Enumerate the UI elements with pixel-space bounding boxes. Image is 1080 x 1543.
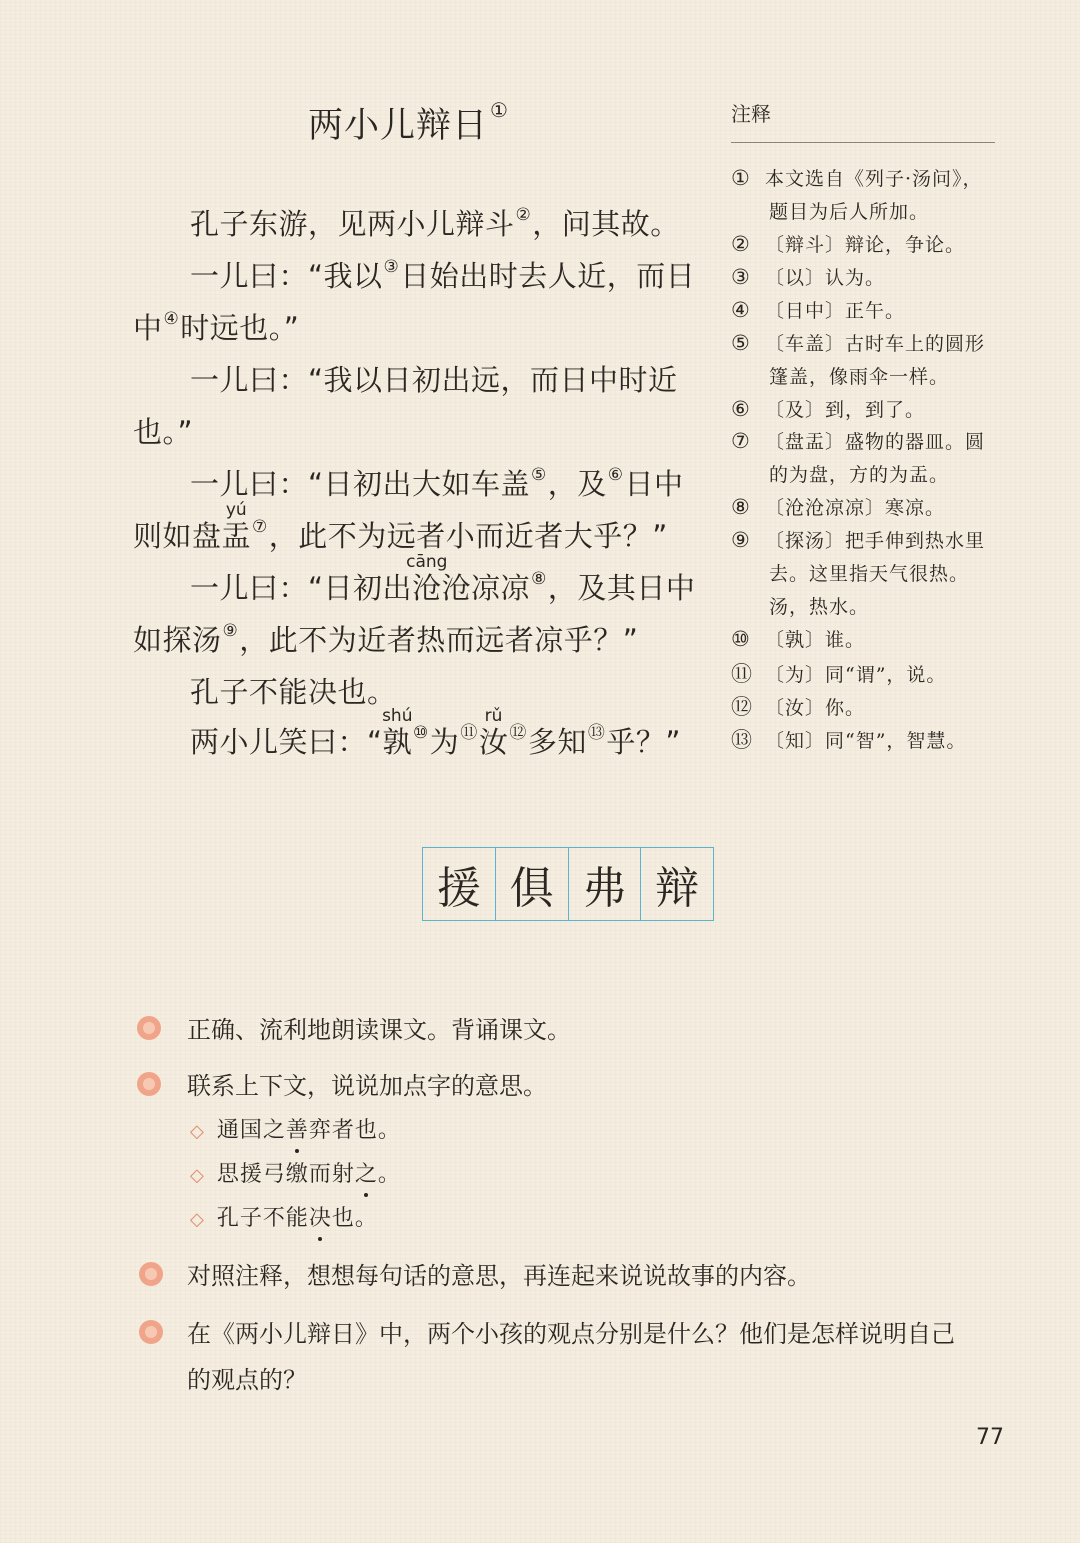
note-text: 〔孰〕谁。 [765, 629, 866, 651]
note-number: ⑩ [731, 627, 751, 651]
text-segment: 也。 [331, 1206, 378, 1231]
text-line [190, 552, 696, 613]
annotated-char: 盂 [221, 519, 252, 553]
note-text: 〔及〕到，到了。 [765, 399, 926, 421]
note-continuation: 去。这里指天气很热。 [769, 563, 970, 585]
note-item [731, 526, 985, 553]
notes-divider [731, 142, 995, 143]
text-segment: 则如盘 [133, 519, 222, 553]
note-ref: ⑫ [509, 723, 527, 743]
note-ref: ④ [163, 309, 180, 329]
diamond-icon: ◇ [190, 1209, 205, 1230]
note-text: 〔以〕认为。 [765, 267, 886, 289]
exercise-subitem [190, 1157, 401, 1188]
pinyin-annotated-char [478, 706, 509, 762]
note-item [731, 427, 985, 454]
text-segment: 弈者也。 [308, 1118, 401, 1143]
text-segment: 如探汤 [133, 623, 222, 657]
lesson-title-text: 两小儿辩日 [308, 106, 489, 146]
note-ref: ⑦ [252, 517, 268, 537]
pinyin-annotated-char [406, 552, 448, 608]
text-line [190, 360, 678, 400]
lesson-title [308, 98, 509, 148]
diamond-icon: ◇ [190, 1165, 205, 1186]
text-segment: 日中 [624, 467, 684, 501]
page-number: 77 [976, 1425, 1004, 1450]
note-number: ② [731, 232, 751, 256]
exercise-bullet-icon [137, 1016, 161, 1040]
note-number: ③ [731, 265, 751, 289]
note-number: ① [731, 166, 751, 190]
exercise-item: 联系上下文，说说加点字的意思。 [187, 1072, 547, 1100]
note-number: ⑪ [731, 662, 753, 686]
exercise-bullet-icon [139, 1320, 163, 1344]
text-line [133, 500, 668, 561]
text-segment: 多知 [527, 725, 587, 759]
note-number: ⑬ [731, 728, 753, 752]
text-segment: 。 [377, 1162, 401, 1187]
note-ref: ⑨ [222, 621, 239, 641]
text-segment: ，此不为近者热而远者凉乎？” [239, 623, 639, 657]
notes-heading: 注释 [731, 102, 771, 126]
note-continuation: 的为盘，方的为盂。 [769, 464, 950, 486]
character-cell: 援 [423, 848, 496, 920]
title-note-ref: ① [490, 98, 509, 122]
exercise-bullet-icon [137, 1072, 161, 1096]
text-line [133, 412, 193, 452]
note-item [731, 691, 865, 721]
character-cell: 弗 [569, 848, 642, 920]
note-continuation: 篷盖，像雨伞一样。 [769, 366, 950, 388]
exercise-item: 对照注释，想想每句话的意思，再连起来说说故事的内容。 [187, 1262, 811, 1290]
note-ref: ⑬ [587, 723, 606, 743]
text-segment: 思援弓缴而射 [216, 1162, 355, 1187]
pinyin: cāng [406, 552, 448, 572]
exercise-item: 正确、流利地朗读课文。背诵课文。 [187, 1016, 571, 1044]
pinyin: yú [225, 500, 247, 520]
character-cell: 辩 [655, 863, 700, 914]
text-segment: ，及其日中 [547, 571, 696, 605]
text-line [190, 672, 397, 712]
note-item [731, 296, 905, 323]
annotated-char: 汝 [478, 725, 509, 759]
text-segment: 乎？” [606, 725, 681, 759]
exercise-subitem [190, 1113, 401, 1144]
note-continuation: 汤，热水。 [769, 596, 870, 618]
exercise-item: 在《两小儿辩日》中，两个小孩的观点分别是什么？他们是怎样说明自己 [187, 1320, 955, 1348]
dotted-char: 决 [309, 1201, 332, 1232]
annotated-char: 孰 [382, 725, 413, 759]
text-segment: 也。” [133, 415, 194, 449]
text-segment: ，及 [547, 467, 607, 501]
note-item [731, 164, 983, 191]
text-segment: 通国之 [216, 1118, 286, 1143]
note-ref: ⑤ [531, 465, 547, 485]
note-ref: ⑥ [607, 465, 624, 485]
text-segment: 孔子不能 [216, 1206, 309, 1231]
text-segment: 一儿曰：“日初出大如车盖 [190, 467, 531, 501]
text-segment: 为 [429, 725, 460, 759]
note-text: 〔为〕同“谓”，说。 [765, 664, 947, 686]
text-line [190, 204, 680, 249]
pinyin-annotated-char [221, 500, 252, 556]
note-item [731, 230, 965, 257]
note-number: ④ [731, 298, 751, 322]
text-segment: 一儿曰：“我以日初出远，而日中时近 [190, 363, 678, 397]
note-text: 〔汝〕你。 [765, 697, 866, 719]
note-text: 〔盘盂〕盛物的器皿。圆 [765, 431, 986, 453]
note-ref: ⑪ [460, 723, 478, 743]
note-continuation: 题目为后人所加。 [769, 201, 930, 223]
text-segment: 孔子不能决也。 [190, 675, 397, 709]
pinyin: rǔ [484, 706, 503, 726]
text-line [133, 620, 638, 665]
character-cell: 俱 [496, 848, 569, 920]
text-line [190, 256, 695, 301]
note-number: ⑦ [731, 429, 751, 453]
dotted-char: 善 [286, 1113, 309, 1144]
note-number: ⑤ [731, 331, 751, 355]
note-item [731, 658, 946, 688]
note-text: 〔沧沧凉凉〕寒凉。 [765, 497, 946, 519]
note-number: ⑫ [731, 695, 753, 719]
note-item [731, 625, 865, 652]
note-number: ⑧ [731, 495, 751, 519]
note-item [731, 263, 885, 290]
note-ref: ③ [383, 257, 400, 277]
note-text: 〔知〕同“智”，智慧。 [765, 730, 967, 752]
exercise-item-continuation: 的观点的？ [187, 1366, 307, 1394]
note-number: ⑨ [731, 528, 751, 552]
pinyin: shú [382, 706, 413, 726]
annotated-char: 沧 [412, 571, 442, 605]
diamond-icon: ◇ [190, 1121, 205, 1142]
note-ref: ⑧ [531, 569, 547, 589]
text-segment: 沧凉凉 [441, 571, 531, 605]
pinyin-annotated-char [382, 706, 413, 762]
text-line [133, 308, 299, 353]
character-grid [422, 847, 714, 921]
exercise-bullet-icon [139, 1262, 163, 1286]
exercise-subitem [190, 1201, 378, 1232]
text-segment: 一儿曰：“日初出 [190, 571, 413, 605]
note-text: 〔探汤〕把手伸到热水里 [765, 530, 986, 552]
text-line [190, 464, 684, 509]
note-text: 本文选自《列子·汤问》， [765, 168, 983, 190]
note-item [731, 724, 966, 754]
text-line [190, 706, 681, 767]
dotted-char: 之 [355, 1157, 378, 1188]
text-segment: 两小儿笑曰：“ [190, 725, 383, 759]
note-text: 〔日中〕正午。 [765, 300, 906, 322]
text-segment: ，此不为远者小而近者大乎？” [268, 519, 668, 553]
text-segment: 时远也。” [180, 311, 300, 345]
note-ref: ② [515, 205, 532, 225]
text-segment: 一儿曰：“我以 [190, 259, 383, 293]
note-text: 〔车盖〕古时车上的圆形 [765, 333, 986, 355]
text-segment: 日始出时去人近，而日 [400, 259, 696, 293]
note-text: 〔辩斗〕辩论，争论。 [765, 234, 966, 256]
text-segment: 中 [133, 311, 163, 345]
note-item [731, 329, 985, 356]
note-ref: ⑩ [413, 723, 429, 743]
note-number: ⑥ [731, 397, 751, 421]
note-item [731, 493, 945, 520]
text-segment: ，问其故。 [532, 207, 680, 241]
text-segment: 孔子东游，见两小儿辩斗 [190, 207, 515, 241]
note-item [731, 395, 925, 422]
